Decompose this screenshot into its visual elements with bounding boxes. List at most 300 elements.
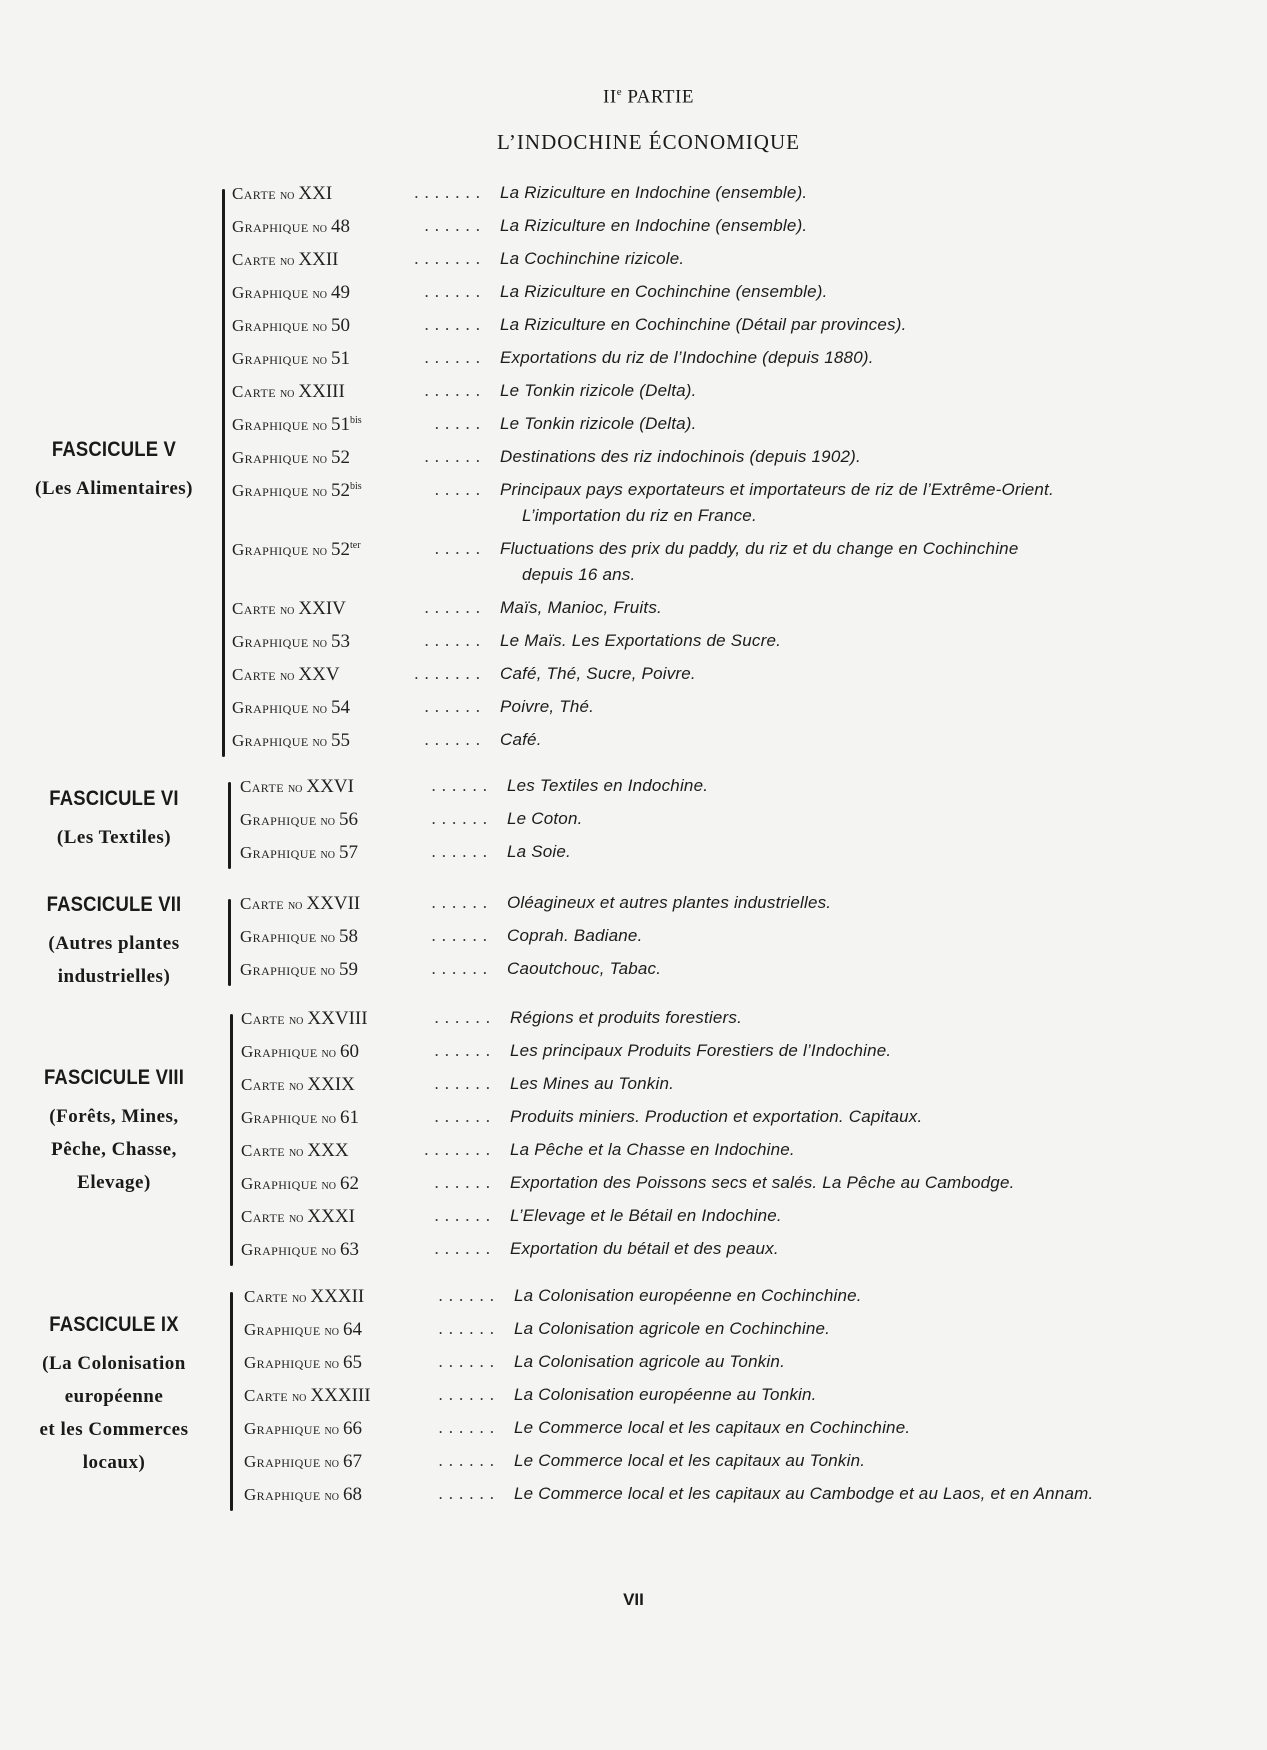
entry-description-text: Poivre, Thé. xyxy=(500,697,595,716)
entry-description-text: Café, Thé, Sucre, Poivre. xyxy=(500,664,696,683)
entry-reference xyxy=(232,598,346,620)
entry-number: 58 xyxy=(339,926,358,947)
entry-description xyxy=(510,1074,674,1094)
entry-no-label: no xyxy=(312,353,327,368)
entry-number: 67 xyxy=(343,1451,362,1472)
leader-dots: ...... xyxy=(438,1319,500,1338)
toc-entry[interactable] xyxy=(0,809,1267,842)
entry-no-label: no xyxy=(291,1390,307,1405)
entry-reference xyxy=(232,539,361,561)
entry-reference xyxy=(232,480,362,502)
entry-kind: Carte xyxy=(241,1075,285,1094)
entry-number: 51 xyxy=(331,348,350,369)
entry-number: XXXIII xyxy=(310,1385,371,1406)
toc-entry[interactable] xyxy=(0,730,1267,763)
entry-description xyxy=(500,249,684,269)
entry-reference xyxy=(241,1206,355,1228)
leader-dots: ...... xyxy=(434,1074,496,1093)
entry-description-text: La Riziculture en Indochine (ensemble). xyxy=(500,183,808,202)
toc-entry[interactable] xyxy=(0,315,1267,348)
entry-reference xyxy=(241,1041,359,1063)
leader-dots: ...... xyxy=(438,1418,500,1437)
entry-number: 65 xyxy=(343,1352,362,1373)
entry-description-text: Les Textiles en Indochine. xyxy=(507,776,709,795)
leader-dots: ...... xyxy=(424,631,486,650)
entry-reference xyxy=(232,348,350,370)
entry-description xyxy=(500,697,594,717)
entry-no-label: no xyxy=(320,964,335,979)
toc-entry[interactable] xyxy=(0,1319,1267,1352)
entry-kind: Graphique xyxy=(240,960,317,979)
entry-kind: Carte xyxy=(232,184,276,203)
leader-dots: ...... xyxy=(431,893,493,912)
entry-description-text: Produits miniers. Production et exportation. Capitaux. xyxy=(510,1107,923,1126)
entry-number: 51 xyxy=(331,414,350,435)
leader-dots: ...... xyxy=(431,809,493,828)
entry-kind: Graphique xyxy=(241,1240,318,1259)
entry-description xyxy=(500,598,662,618)
entry-kind: Graphique xyxy=(232,283,309,302)
entry-description-text: La Colonisation agricole en Cochinchine. xyxy=(514,1319,831,1338)
entry-kind: Graphique xyxy=(244,1320,321,1339)
entry-no-label: no xyxy=(324,1456,339,1471)
entry-description-text: Caoutchouc, Tabac. xyxy=(507,959,662,978)
leader-dots: ...... xyxy=(424,216,486,235)
entry-reference xyxy=(240,776,354,798)
entry-description xyxy=(507,959,661,979)
bracket-line xyxy=(230,1292,233,1511)
entry-description xyxy=(507,893,831,913)
toc-entry[interactable] xyxy=(0,842,1267,875)
entry-number: 52 xyxy=(331,447,350,468)
toc-entry[interactable] xyxy=(0,1074,1267,1107)
entry-reference xyxy=(241,1173,359,1195)
entry-number: 49 xyxy=(331,282,350,303)
fascicule-subtitle-line: (Les Textiles) xyxy=(56,827,172,848)
leader-dots: ...... xyxy=(434,1173,496,1192)
entry-number: 52 xyxy=(331,539,350,560)
entry-number-suffix: bis xyxy=(350,415,362,426)
fascicule-name: FASCICULE IX xyxy=(49,1313,179,1336)
part-sup: e xyxy=(616,86,623,98)
leader-dots: ...... xyxy=(431,776,493,795)
leader-dots: ...... xyxy=(424,447,486,466)
entry-reference xyxy=(240,959,358,981)
entry-description xyxy=(514,1418,910,1438)
entry-no-label: no xyxy=(321,1112,336,1127)
entry-reference xyxy=(240,926,358,948)
entry-no-label: no xyxy=(312,221,327,236)
toc-entry[interactable] xyxy=(0,697,1267,730)
entry-reference xyxy=(244,1286,364,1308)
toc-entry[interactable] xyxy=(0,1008,1267,1041)
entry-kind: Graphique xyxy=(244,1419,321,1438)
entry-number: 63 xyxy=(340,1239,359,1260)
entry-no-label: no xyxy=(320,931,335,946)
entry-description xyxy=(514,1385,817,1405)
entry-reference xyxy=(244,1418,362,1440)
entry-description xyxy=(500,414,697,434)
entry-no-label: no xyxy=(279,603,295,618)
entry-description xyxy=(510,1206,782,1226)
leader-dots: ...... xyxy=(434,1008,496,1027)
toc-entry[interactable] xyxy=(0,1239,1267,1272)
toc-entry[interactable] xyxy=(0,1385,1267,1418)
toc-entry[interactable] xyxy=(0,598,1267,631)
toc-entry[interactable] xyxy=(0,447,1267,480)
toc-entry[interactable] xyxy=(0,631,1267,664)
entry-no-label: no xyxy=(288,1079,304,1094)
entry-kind: Carte xyxy=(240,894,284,913)
entry-kind: Graphique xyxy=(232,316,309,335)
leader-dots: ....... xyxy=(414,249,486,268)
entry-no-label: no xyxy=(291,1291,307,1306)
entry-reference xyxy=(232,447,350,469)
entry-description-text: Le Coton. xyxy=(507,809,583,828)
entry-kind: Carte xyxy=(241,1009,285,1028)
entry-no-label: no xyxy=(321,1244,336,1259)
entry-number: 66 xyxy=(343,1418,362,1439)
entry-kind: Carte xyxy=(241,1141,285,1160)
entry-number: XXI xyxy=(298,183,333,204)
entry-number: 54 xyxy=(331,697,350,718)
entry-description-text: Exportation du bétail et des peaux. xyxy=(510,1239,779,1258)
entry-number: 56 xyxy=(339,809,358,830)
entry-no-label: no xyxy=(324,1357,339,1372)
toc-entry[interactable] xyxy=(0,893,1267,926)
toc-entry[interactable] xyxy=(0,249,1267,282)
entry-no-label: no xyxy=(288,1211,304,1226)
entry-description xyxy=(514,1286,862,1306)
entry-description xyxy=(500,447,861,467)
bracket-line xyxy=(228,782,231,869)
entry-description-text: Le Commerce local et les capitaux au Cambodge et au Laos, et en Annam. xyxy=(514,1484,1094,1503)
entry-reference xyxy=(232,183,332,205)
page-number: VII xyxy=(623,1590,644,1609)
entry-description-text: La Riziculture en Cochinchine (ensemble). xyxy=(500,282,828,301)
entry-reference xyxy=(244,1319,362,1341)
entry-reference xyxy=(232,282,350,304)
entry-reference xyxy=(240,893,360,915)
entry-description-text: Le Tonkin rizicole (Delta). xyxy=(500,381,697,400)
leader-dots: ..... xyxy=(434,414,486,433)
entry-description-text: Régions et produits forestiers. xyxy=(510,1008,743,1027)
entry-number: XXXII xyxy=(310,1286,365,1307)
entry-description-text: Coprah. Badiane. xyxy=(507,926,643,945)
fascicule-subtitle-line: (Autres plantes xyxy=(48,933,180,954)
entry-description xyxy=(500,381,697,401)
entry-kind: Graphique xyxy=(241,1108,318,1127)
toc-entry[interactable] xyxy=(0,414,1267,447)
leader-dots: ...... xyxy=(438,1286,500,1305)
fascicule-subtitle-line: Pêche, Chasse, xyxy=(51,1139,177,1160)
entry-description xyxy=(507,809,583,829)
entry-no-label: no xyxy=(287,781,303,796)
leader-dots: ....... xyxy=(414,183,486,202)
leader-dots: ...... xyxy=(434,1041,496,1060)
entry-reference xyxy=(241,1074,355,1096)
leader-dots: ...... xyxy=(424,598,486,617)
entry-number: XXIV xyxy=(298,598,346,619)
leader-dots: ...... xyxy=(424,381,486,400)
entry-kind: Graphique xyxy=(232,415,309,434)
entry-description-text: La Cochinchine rizicole. xyxy=(500,249,685,268)
entry-description xyxy=(510,1041,891,1061)
toc-entry[interactable] xyxy=(0,183,1267,216)
entry-description-text: La Colonisation européenne au Tonkin. xyxy=(514,1385,817,1404)
entry-number: XXVIII xyxy=(307,1008,368,1029)
bracket-line xyxy=(228,899,231,986)
entry-reference xyxy=(244,1352,362,1374)
entry-number: XXIX xyxy=(307,1074,355,1095)
entry-reference xyxy=(232,315,350,337)
entry-description-text: La Pêche et la Chasse en Indochine. xyxy=(510,1140,795,1159)
entry-number: XXVII xyxy=(306,893,361,914)
entry-no-label: no xyxy=(288,1145,304,1160)
entry-reference xyxy=(244,1484,362,1506)
toc-entry[interactable] xyxy=(0,381,1267,414)
toc-entry[interactable] xyxy=(0,539,1267,584)
entry-number: 64 xyxy=(343,1319,362,1340)
leader-dots: ...... xyxy=(438,1352,500,1371)
entry-kind: Graphique xyxy=(244,1353,321,1372)
leader-dots: ....... xyxy=(424,1140,496,1159)
toc-entry[interactable] xyxy=(0,959,1267,992)
entry-description xyxy=(510,1239,779,1259)
entry-description xyxy=(507,926,643,946)
part-heading xyxy=(15,86,1267,108)
entry-reference xyxy=(232,631,350,653)
entry-description-text: Les Mines au Tonkin. xyxy=(510,1074,675,1093)
entry-no-label: no xyxy=(312,320,327,335)
leader-dots: ...... xyxy=(424,697,486,716)
entry-description-text: La Riziculture en Cochinchine (Détail par provinces). xyxy=(500,315,907,334)
fascicule-name: FASCICULE V xyxy=(51,438,177,461)
entry-description-text: Principaux pays exportateurs et importateurs de riz de l’Extrême-Orient. xyxy=(500,480,1054,499)
entry-no-label: no xyxy=(312,636,327,651)
entry-kind: Graphique xyxy=(232,632,309,651)
fascicule-name: FASCICULE VIII xyxy=(43,1066,185,1089)
leader-dots: ...... xyxy=(424,282,486,301)
leader-dots: ...... xyxy=(434,1206,496,1225)
entry-description-text: Le Maïs. Les Exportations de Sucre. xyxy=(500,631,782,650)
fascicule-name: FASCICULE VII xyxy=(46,893,182,916)
entry-kind: Carte xyxy=(232,599,276,618)
entry-description-text: Exportation des Poissons secs et salés. La Pêche au Cambodge. xyxy=(510,1173,1015,1192)
bracket-line xyxy=(222,189,225,757)
entry-description xyxy=(500,730,542,750)
entry-number: XXVI xyxy=(306,776,354,797)
leader-dots: ....... xyxy=(414,664,486,683)
bracket-line xyxy=(230,1014,233,1266)
entry-kind: Graphique xyxy=(232,448,309,467)
fascicule-subtitle-line: Elevage) xyxy=(77,1172,151,1193)
entry-reference xyxy=(244,1385,371,1407)
entry-no-label: no xyxy=(279,254,295,269)
entry-number: 59 xyxy=(339,959,358,980)
leader-dots: ...... xyxy=(424,315,486,334)
entry-kind: Carte xyxy=(232,250,276,269)
toc-entry[interactable] xyxy=(0,1041,1267,1074)
entry-no-label: no xyxy=(312,485,327,500)
entry-kind: Graphique xyxy=(240,927,317,946)
entry-number: 61 xyxy=(340,1107,359,1128)
entry-no-label: no xyxy=(312,702,327,717)
entry-description xyxy=(500,183,807,203)
entry-number: XXXI xyxy=(307,1206,355,1227)
entry-number-suffix: ter xyxy=(350,540,361,551)
part-roman: II xyxy=(603,86,617,108)
entry-description-text: La Soie. xyxy=(507,842,571,861)
toc-entry[interactable] xyxy=(0,1206,1267,1239)
toc-entry[interactable] xyxy=(0,664,1267,697)
entry-description xyxy=(500,282,828,302)
entry-no-label: no xyxy=(288,1013,304,1028)
entry-description-text: Café. xyxy=(500,730,542,749)
entry-no-label: no xyxy=(312,287,327,302)
leader-dots: ...... xyxy=(424,348,486,367)
entry-kind: Carte xyxy=(244,1287,288,1306)
entry-no-label: no xyxy=(321,1178,336,1193)
leader-dots: ...... xyxy=(434,1107,496,1126)
toc-entry[interactable] xyxy=(0,282,1267,315)
entry-description xyxy=(514,1484,1093,1504)
entry-description xyxy=(510,1008,742,1028)
fascicule-name: FASCICULE VI xyxy=(49,787,179,810)
entry-description-text: Oléagineux et autres plantes industrielles. xyxy=(507,893,832,912)
entry-description-text: La Colonisation agricole au Tonkin. xyxy=(514,1352,785,1371)
entry-description-text: Exportations du riz de l’Indochine (depuis 1880). xyxy=(500,348,874,367)
entry-description-continuation: L’importation du riz en France. xyxy=(522,506,757,525)
entry-number: XXX xyxy=(307,1140,349,1161)
entry-no-label: no xyxy=(287,898,303,913)
entry-number: 57 xyxy=(339,842,358,863)
toc-entry[interactable] xyxy=(0,776,1267,809)
toc-entry[interactable] xyxy=(0,1140,1267,1173)
entry-reference xyxy=(232,664,340,686)
entry-description-text: Le Commerce local et les capitaux en Cochinchine. xyxy=(514,1418,911,1437)
entry-description xyxy=(514,1319,830,1339)
entry-kind: Graphique xyxy=(232,731,309,750)
entry-kind: Carte xyxy=(232,665,276,684)
entry-description-text: Maïs, Manioc, Fruits. xyxy=(500,598,662,617)
entry-no-label: no xyxy=(321,1046,336,1061)
entry-description-text: La Colonisation européenne en Cochinchine. xyxy=(514,1286,862,1305)
toc-entry[interactable] xyxy=(0,1451,1267,1484)
fascicule-subtitle-line: et les Commerces xyxy=(39,1419,189,1440)
entry-description-continuation: depuis 16 ans. xyxy=(522,565,636,584)
fascicule-subtitle-line: industrielles) xyxy=(57,966,171,987)
entry-no-label: no xyxy=(312,544,327,559)
entry-description xyxy=(507,776,708,796)
toc-entry[interactable] xyxy=(0,348,1267,381)
entry-kind: Carte xyxy=(232,382,276,401)
fascicule-subtitle-line: (Les Alimentaires) xyxy=(35,478,193,499)
entry-number: 53 xyxy=(331,631,350,652)
toc-entry[interactable] xyxy=(0,1173,1267,1206)
leader-dots: ...... xyxy=(424,730,486,749)
entry-number: XXIII xyxy=(298,381,345,402)
entry-number: 68 xyxy=(343,1484,362,1505)
toc-entry[interactable] xyxy=(0,1352,1267,1385)
toc-entry[interactable] xyxy=(0,1286,1267,1319)
toc-entry[interactable] xyxy=(0,926,1267,959)
entry-kind: Graphique xyxy=(240,810,317,829)
entry-description xyxy=(510,1173,1015,1193)
entry-reference xyxy=(232,381,345,403)
entry-description-text: La Riziculture en Indochine (ensemble). xyxy=(500,216,808,235)
entry-description xyxy=(500,631,781,651)
page-title: L’INDOCHINE ÉCONOMIQUE xyxy=(497,130,800,154)
entry-reference xyxy=(241,1107,359,1129)
entry-number: 48 xyxy=(331,216,350,237)
leader-dots: ...... xyxy=(438,1484,500,1503)
entry-reference xyxy=(232,697,350,719)
entry-reference xyxy=(241,1008,368,1030)
entry-reference xyxy=(232,730,350,752)
entry-no-label: no xyxy=(312,452,327,467)
entry-no-label: no xyxy=(324,1423,339,1438)
entry-description xyxy=(514,1352,785,1372)
entry-kind: Graphique xyxy=(232,698,309,717)
entry-description-text: Fluctuations des prix du paddy, du riz et du change en Cochinchine xyxy=(500,539,1019,558)
entry-reference xyxy=(232,249,339,271)
entry-no-label: no xyxy=(320,814,335,829)
entry-reference xyxy=(232,414,362,436)
entry-number: 62 xyxy=(340,1173,359,1194)
leader-dots: ...... xyxy=(438,1451,500,1470)
entry-number: 52 xyxy=(331,480,350,501)
entry-description xyxy=(500,216,807,236)
entry-description xyxy=(514,1451,865,1471)
leader-dots: ...... xyxy=(431,926,493,945)
toc-entry[interactable] xyxy=(0,480,1267,525)
entry-no-label: no xyxy=(324,1324,339,1339)
entry-number-suffix: bis xyxy=(350,481,362,492)
entry-no-label: no xyxy=(279,386,295,401)
toc-entry[interactable] xyxy=(0,216,1267,249)
entry-kind: Graphique xyxy=(241,1174,318,1193)
entry-description xyxy=(510,1140,795,1160)
entry-description xyxy=(500,348,874,368)
entry-description xyxy=(500,539,1018,585)
leader-dots: ...... xyxy=(438,1385,500,1404)
entry-kind: Carte xyxy=(240,777,284,796)
entry-description-text: L’Elevage et le Bétail en Indochine. xyxy=(510,1206,782,1225)
entry-no-label: no xyxy=(312,419,327,434)
entry-kind: Graphique xyxy=(240,843,317,862)
part-word: PARTIE xyxy=(627,86,694,108)
entry-no-label: no xyxy=(279,669,295,684)
entry-description xyxy=(507,842,571,862)
entry-description xyxy=(500,480,1054,526)
fascicule-subtitle-line: (Forêts, Mines, xyxy=(49,1106,179,1127)
toc-entry[interactable] xyxy=(0,1107,1267,1140)
leader-dots: ..... xyxy=(434,480,486,499)
toc-entry[interactable] xyxy=(0,1484,1267,1517)
leader-dots: ...... xyxy=(434,1239,496,1258)
entry-number: XXII xyxy=(298,249,339,270)
entry-no-label: no xyxy=(279,188,295,203)
entry-description xyxy=(510,1107,922,1127)
entry-no-label: no xyxy=(312,735,327,750)
entry-description-text: Le Commerce local et les capitaux au Tonkin. xyxy=(514,1451,866,1470)
entry-kind: Carte xyxy=(241,1207,285,1226)
entry-number: 55 xyxy=(331,730,350,751)
entry-description xyxy=(500,315,907,335)
toc-entry[interactable] xyxy=(0,1418,1267,1451)
leader-dots: ...... xyxy=(431,842,493,861)
